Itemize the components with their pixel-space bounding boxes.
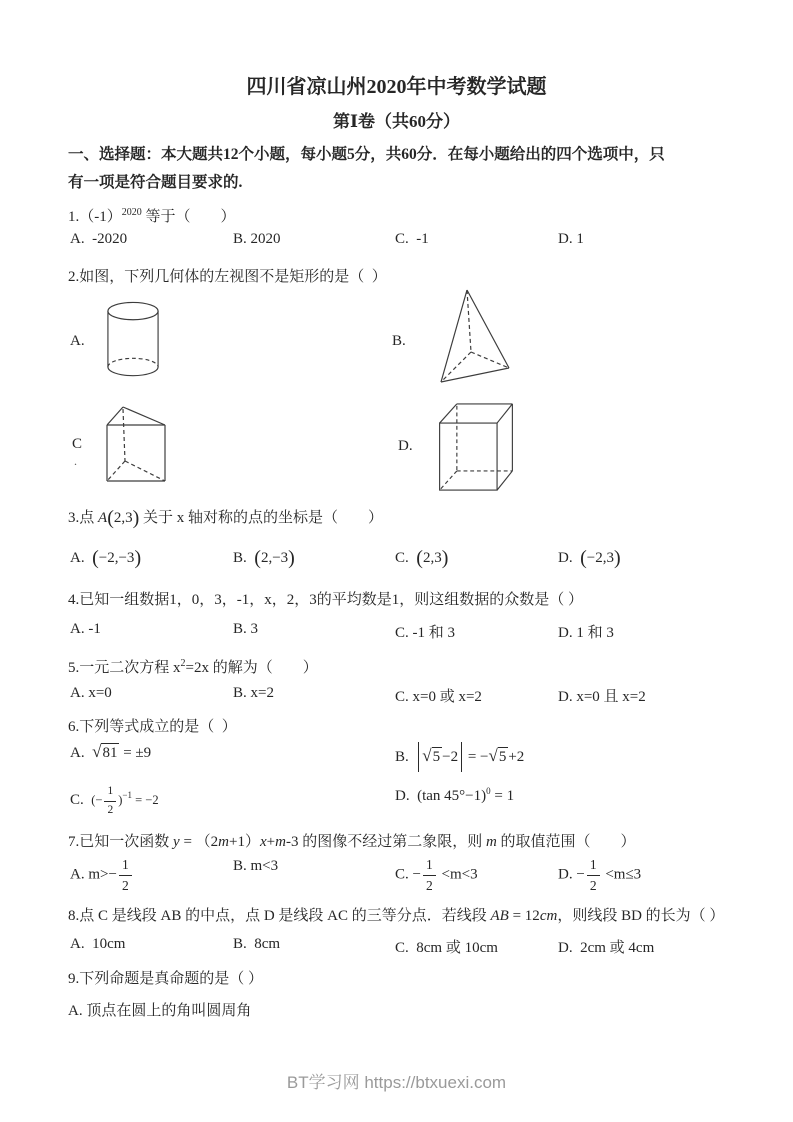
triangular-prism-figure [105, 405, 167, 483]
q1-option-c: C. -1 [395, 231, 429, 247]
question-5-stem [68, 653, 318, 679]
q7-option-d-label: D. [558, 866, 577, 883]
q2-figure-a-label: A. [70, 333, 85, 349]
q3-option-c-lparen: ( [416, 547, 423, 569]
q3-rparen: ) [132, 507, 140, 529]
absolute-value-bars [418, 742, 462, 772]
q3-option-b [233, 547, 295, 570]
q7-stem-part: = （2 [179, 834, 219, 850]
q7-var-y: y [173, 834, 180, 850]
q3-option-c [395, 547, 448, 570]
fraction [104, 786, 116, 816]
q3-option-a-rparen: ) [134, 547, 142, 569]
q7-option-d [558, 858, 641, 892]
q3-option-b-lparen: ( [254, 547, 261, 569]
q3-option-d [558, 547, 621, 570]
q8-option-c: C. 8cm 或 10cm [395, 940, 498, 956]
q6-option-d-exponent: 0 [486, 786, 491, 796]
question-7-stem [68, 831, 636, 853]
q7-var-m: m [275, 834, 286, 850]
q7-option-a [70, 858, 134, 892]
q7-option-c-expr: <m<3 [437, 866, 478, 883]
question-6-stem: 6.下列等式成立的是（ ） [68, 719, 237, 735]
fraction-numerator: 1 [423, 858, 436, 876]
q5-option-b: B. x=2 [233, 685, 274, 701]
q7-var-x: x [259, 834, 267, 850]
q6-option-c-label: C. [70, 791, 92, 808]
q5-option-a: A. x=0 [70, 685, 112, 701]
q9-option-a: A. 顶点在圆上的角叫圆周角 [68, 1003, 252, 1019]
q6-option-a-label: A. [70, 745, 93, 761]
q7-option-c-label: C. [395, 866, 413, 883]
q7-option-a-expr: m>− [88, 866, 117, 883]
q6-option-d [395, 786, 514, 805]
q3-option-c-rparen: ) [441, 547, 449, 569]
q3-stem-tail: 关于 x 轴对称的点的坐标是（ ） [139, 510, 384, 526]
q2-figure-c-period: . [74, 454, 77, 468]
q3-lparen: ( [107, 507, 114, 529]
q6-option-b-inner: −2 [442, 749, 459, 765]
q6-option-b-tail: +2 [508, 749, 525, 765]
fraction-numerator: 1 [104, 786, 116, 802]
q6-option-b [395, 742, 524, 772]
cuboid-figure [437, 402, 515, 492]
q6-option-a [70, 742, 151, 762]
q3-option-d-value: −2,3 [586, 550, 614, 566]
question-3-stem [68, 507, 383, 529]
q5-stem-tail: =2x 的解为（ ） [185, 660, 318, 676]
radical-sign: √ [488, 746, 498, 765]
question-1-stem [68, 202, 236, 228]
q3-option-d-rparen: ) [613, 547, 621, 569]
q1-option-a: A. -2020 [70, 231, 128, 247]
q3-option-c-label: C. [395, 550, 417, 566]
radical-sign: √ [92, 742, 102, 761]
q7-stem-part: +1） [229, 834, 260, 850]
q4-option-d: D. 1 和 3 [558, 625, 614, 641]
fraction-denominator: 2 [107, 803, 114, 816]
q3-option-d-lparen: ( [580, 547, 587, 569]
question-9-stem: 9.下列命题是真命题的是（ ） [68, 971, 264, 987]
q6-option-c-exponent: −1 [122, 789, 132, 800]
cylinder-figure [106, 300, 160, 380]
q7-stem-part: -3 的图像不经过第二象限，则 [285, 834, 486, 850]
q7-option-b-label: B. [233, 858, 251, 874]
q8-stem-part: ，则线段 BD 的长为（ ） [557, 908, 725, 924]
q3-point-name: A [98, 510, 108, 526]
q7-var-m: m [485, 834, 497, 850]
q1-option-b: B. 2020 [233, 231, 281, 247]
fraction-numerator: 1 [119, 858, 132, 876]
q6-option-d-rhs: = 1 [490, 788, 515, 804]
tetrahedron-figure [437, 288, 513, 386]
q1-option-d: D. 1 [558, 231, 584, 247]
q7-option-a-label: A. [70, 866, 89, 883]
q3-option-d-label: D. [558, 550, 581, 566]
fraction-denominator: 2 [589, 877, 597, 893]
q6-option-c-lparen: (− [91, 792, 103, 807]
q3-option-c-value: 2,3 [422, 550, 442, 566]
q7-var-m: m [218, 834, 229, 850]
q1-stem-text: 1.（-1） [68, 209, 122, 225]
fraction-numerator: 1 [587, 858, 600, 876]
q8-unit-cm: cm [539, 908, 558, 924]
q8-option-d: D. 2cm 或 4cm [558, 940, 655, 956]
section-intro-line2: 有一项是符合题目要求的. [68, 174, 243, 191]
q7-option-d-expr: <m≤3 [601, 866, 642, 883]
fraction-denominator: 2 [425, 877, 433, 893]
q5-option-d: D. x=0 且 x=2 [558, 689, 646, 705]
q6-option-d-label: D. [395, 788, 418, 804]
fraction [423, 858, 436, 892]
q8-option-a: A. 10cm [70, 936, 126, 952]
volume-heading: 第Ⅰ卷（共60分） [333, 112, 460, 131]
q6-option-b-label: B. [395, 749, 417, 765]
q3-stem-text: 3.点 [68, 510, 99, 526]
question-4-stem: 4.已知一组数据1，0，3，-1，x，2，3的平均数是1，则这组数据的众数是（ ） [68, 592, 583, 608]
q2-figure-c-label: C [72, 436, 83, 452]
q1-stem-tail: 等于（ ） [141, 209, 236, 225]
q6-option-d-expression: (tan 45°−1) [417, 788, 487, 804]
q6-option-b-radicand2: 5 [498, 749, 507, 765]
q3-option-a-lparen: ( [92, 547, 99, 569]
q7-stem-part: 7.已知一次函数 [68, 834, 174, 850]
q2-figure-b-label: B. [392, 333, 406, 349]
radical-sign: √ [422, 746, 432, 765]
q7-option-d-minus: − [576, 866, 585, 883]
q1-exponent: 2020 [121, 207, 142, 218]
q3-coords: 2,3 [113, 510, 133, 526]
q7-option-b [233, 858, 278, 875]
fraction [119, 858, 132, 892]
page-title: 四川省凉山州2020年中考数学试题 [246, 76, 547, 98]
q3-option-a-value: −2,−3 [98, 550, 135, 566]
q3-option-a [70, 547, 141, 570]
q8-stem-part: 8.点 C 是线段 AB 的中点，点 D 是线段 AC 的三等分点．若线段 [68, 908, 491, 924]
q3-option-b-rparen: ) [288, 547, 295, 569]
q6-option-c-rhs: = −2 [131, 792, 159, 807]
q8-segment-ab: AB [490, 908, 509, 924]
q5-stem-text: 5.一元二次方程 x [68, 660, 181, 676]
q3-option-b-label: B. [233, 550, 255, 566]
q6-option-b-equals: = − [464, 749, 489, 765]
q5-exponent: 2 [180, 658, 186, 669]
q4-option-a: A. -1 [70, 621, 101, 637]
fraction-denominator: 2 [121, 877, 129, 893]
q5-option-c: C. x=0 或 x=2 [395, 689, 482, 705]
q7-stem-part: 的取值范围（ ） [496, 834, 636, 850]
q8-option-b: B. 8cm [233, 936, 281, 952]
q6-option-a-radicand: 81 [102, 745, 118, 761]
q2-figure-d-label: D. [398, 438, 413, 454]
fraction [587, 858, 600, 892]
section-intro-line1: 一、选择题：本大题共12个小题，每小题5分，共60分．在每小题给出的四个选项中，只 [68, 146, 665, 163]
footer-watermark: BT学习网 https://btxuexi.com [286, 1073, 507, 1092]
q6-option-c [70, 786, 159, 816]
question-8-stem [68, 905, 724, 927]
q7-option-b-expr: m<3 [250, 858, 279, 874]
question-2-stem: 2.如图，下列几何体的左视图不是矩形的是（ ） [68, 269, 387, 285]
q7-option-c-minus: − [412, 866, 421, 883]
q6-option-a-rhs: = ±9 [119, 745, 152, 761]
q3-option-a-label: A. [70, 550, 93, 566]
q7-stem-part: + [266, 834, 276, 850]
q3-option-b-value: 2,−3 [260, 550, 289, 566]
q7-option-c [395, 858, 478, 892]
q4-option-c: C. -1 和 3 [395, 625, 456, 641]
q8-stem-part: = 12 [508, 908, 540, 924]
q6-option-b-radicand1: 5 [432, 749, 441, 765]
q4-option-b: B. 3 [233, 621, 259, 637]
q6-option-c-rparen: ) [118, 792, 123, 807]
